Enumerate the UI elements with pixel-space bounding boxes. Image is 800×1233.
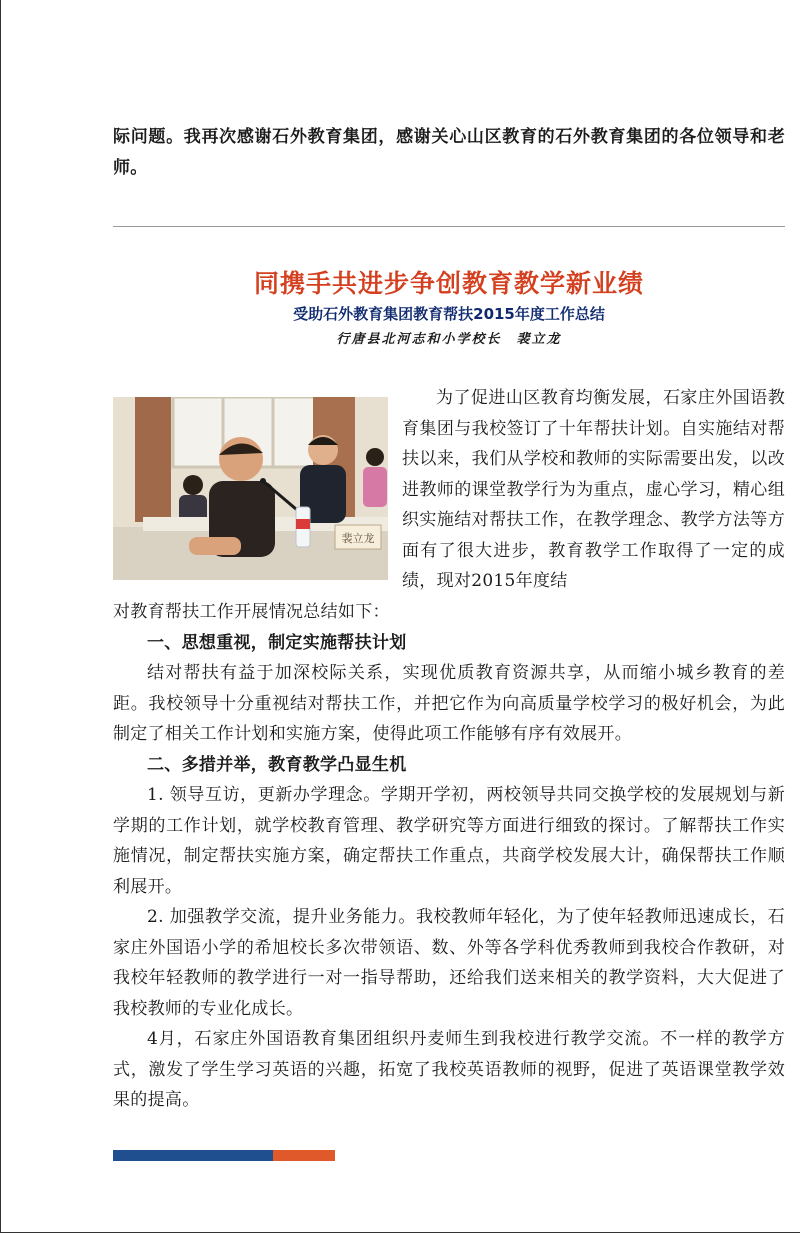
section1-heading: 一、思想重视，制定实施帮扶计划	[147, 632, 407, 653]
intro-continuation: 对教育帮扶工作开展情况总结如下：	[113, 602, 390, 622]
previous-article-ending	[113, 122, 785, 183]
section2-heading: 二、多措并举，教育教学凸显生机	[147, 754, 407, 775]
intro-right-column	[402, 383, 785, 597]
article-body	[113, 597, 785, 1116]
article-title: 同携手共进步争创教育教学新业绩	[253, 269, 644, 298]
section2-item1: 1. 领导互访，更新办学理念。学期开学初，两校领导共同交换学校的发展规划与新学期的工作计划，就学校教育管理、教学研究等方面进行细致的探讨。了解帮扶工作实施情况，制定帮扶实施方案，确定帮扶工作重点，共商学校发展大计，确保帮扶工作顺利展开。	[113, 785, 785, 897]
accent-bar-blue	[113, 1150, 273, 1161]
article-subtitle: 受助石外教育集团教育帮扶2015年度工作总结	[293, 305, 605, 323]
section2-item3: 4月，石家庄外国语教育集团组织丹麦师生到我校进行教学交流。不一样的教学方式，激发了学生学习英语的兴趣，拓宽了我校英语教师的视野，促进了英语课堂教学效果的提高。	[113, 1029, 785, 1110]
meeting-photo	[113, 397, 388, 580]
section2-item2: 2. 加强教学交流，提升业务能力。我校教师年轻化，为了使年轻教师迅速成长，石家庄外国语小学的希旭校长多次带领语、数、外等各学科优秀教师到我校合作教研，对我校年轻教师的教学进行一对一指导帮助，还给我们送来相关的教学资料，大大促进了我校教师的专业化成长。	[113, 907, 785, 1019]
footer-accent-bar	[113, 1150, 335, 1161]
accent-bar-orange	[273, 1150, 335, 1161]
section-divider	[113, 226, 785, 227]
previous-closing-paragraph: 际问题。我再次感谢石外教育集团，感谢关心山区教育的石外教育集团的各位领导和老师。	[113, 127, 785, 178]
section1-text: 结对帮扶有益于加深校际关系，实现优质教育资源共享，从而缩小城乡教育的差距。我校领导十分重视结对帮扶工作，并把它作为向高质量学校学习的极好机会，为此制定了相关工作计划和实施方案，使得此项工作能够有序有效展开。	[113, 663, 785, 744]
article-author: 行唐县北河志和小学校长 裴立龙	[336, 332, 562, 347]
intro-paragraph: 为了促进山区教育均衡发展，石家庄外国语教育集团与我校签订了十年帮扶计划。自实施结对帮扶以来，我们从学校和教师的实际需要出发，以改进教师的课堂教学行为为重点，虚心学习，精心组织实施结对帮扶工作，在教学理念、教学方法等方面有了很大进步，教育教学工作取得了一定的成绩，现对2015年度结	[402, 388, 785, 591]
nameplate-text: 裴立龙	[341, 532, 375, 545]
meeting-photo-illustration	[113, 397, 388, 580]
